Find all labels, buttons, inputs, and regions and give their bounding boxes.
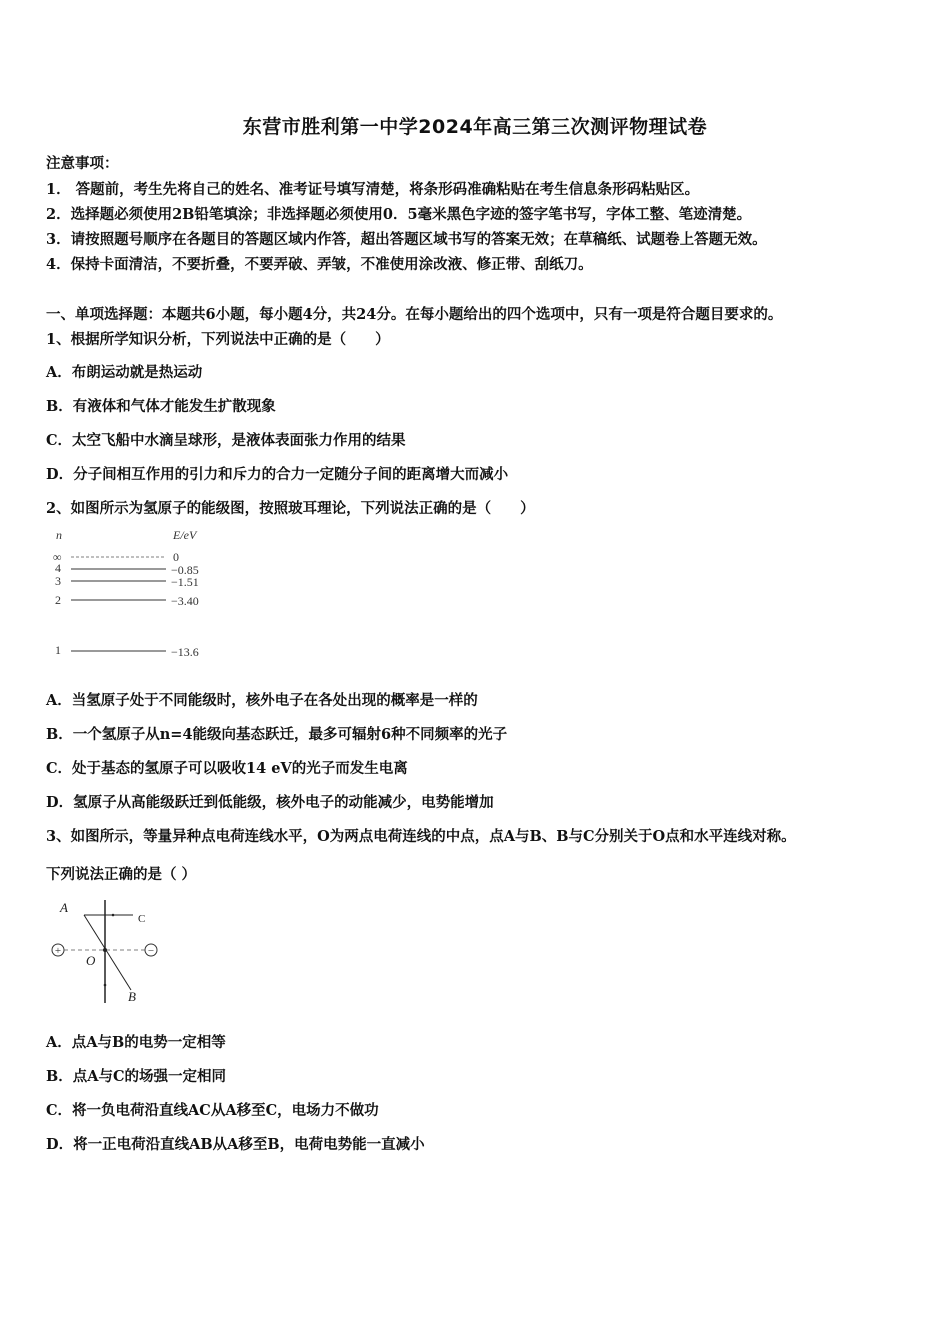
level-e-1: −13.6: [171, 645, 199, 659]
notice-item: 4．保持卡面清洁，不要折叠，不要弄破、弄皱，不准使用涂改液、修正带、刮纸刀。: [46, 256, 593, 273]
positive-charge-sign: +: [54, 945, 62, 957]
option-b: B．有液体和气体才能发生扩散现象: [46, 398, 276, 415]
question-stem: 下列说法正确的是（ ）: [46, 866, 197, 883]
charge-diagram: [46, 895, 176, 1010]
level-e-4: −0.85: [171, 563, 199, 577]
option-c: C．将一负电荷沿直线AC从A移至C，电场力不做功: [46, 1102, 379, 1119]
energy-level-diagram: [46, 524, 226, 664]
option-b: B．点A与C的场强一定相同: [46, 1068, 227, 1085]
point-upper: [112, 914, 115, 917]
label-a: A: [60, 900, 68, 915]
diagram-e-header: E/eV: [173, 528, 197, 542]
notice-item: 3．请按照题号顺序在各题目的答题区域内作答，超出答题区域书写的答案无效；在草稿纸、试题卷上答题无效。: [46, 231, 767, 248]
option-a: A．点A与B的电势一定相等: [46, 1034, 226, 1051]
level-e-3: −1.51: [171, 575, 199, 589]
page-title: 东营市胜利第一中学2024年高三第三次测评物理试卷: [242, 116, 708, 138]
option-d: D．分子间相互作用的引力和斥力的合力一定随分子间的距离增大而减小: [46, 466, 509, 483]
option-b: B．一个氢原子从n=4能级向基态跃迁，最多可辐射6种不同频率的光子: [46, 726, 508, 743]
level-e-2: −3.40: [171, 594, 199, 608]
option-a: A．当氢原子处于不同能级时，核外电子在各处出现的概率是一样的: [46, 692, 478, 709]
level-n-inf: ∞: [53, 550, 62, 564]
notice-heading: 注意事项：: [46, 155, 119, 172]
option-d: D．氢原子从高能级跃迁到低能级，核外电子的动能减少，电势能增加: [46, 794, 494, 811]
question-stem: 3、如图所示，等量异种点电荷连线水平，O为两点电荷连线的中点，点A与B、B与C分别关于O点和水平连线对称。: [46, 828, 796, 845]
level-n-1: 1: [55, 643, 61, 657]
option-c: C．太空飞船中水滴呈球形，是液体表面张力作用的结果: [46, 432, 406, 449]
diagram-n-header: n: [56, 528, 62, 542]
point-o: [103, 948, 107, 952]
negative-charge-sign: −: [147, 945, 155, 957]
label-o: O: [86, 953, 96, 968]
label-b: B: [128, 989, 136, 1004]
level-n-4: 4: [55, 561, 61, 575]
option-d: D．将一正电荷沿直线AB从A移至B，电荷电势能一直减小: [46, 1136, 425, 1153]
level-e-inf: 0: [173, 550, 179, 564]
section-heading: 一、单项选择题：本题共6小题，每小题4分，共24分。在每小题给出的四个选项中，只有一项是符合题目要求的。: [46, 306, 783, 323]
level-n-2: 2: [55, 593, 61, 607]
notice-item: 1． 答题前，考生先将自己的姓名、准考证号填写清楚，将条形码准确粘贴在考生信息条形码粘贴区。: [46, 181, 700, 198]
question-stem: 1、根据所学知识分析，下列说法中正确的是（ ）: [46, 331, 390, 348]
question-stem: 2、如图所示为氢原子的能级图，按照玻耳理论，下列说法正确的是（ ）: [46, 500, 535, 517]
option-a: A．布朗运动就是热运动: [46, 364, 203, 381]
option-c: C．处于基态的氢原子可以吸收14 eV的光子而发生电离: [46, 760, 408, 777]
point-lower: [104, 984, 107, 987]
level-n-3: 3: [55, 574, 61, 588]
notice-item: 2．选择题必须使用2B铅笔填涂；非选择题必须使用0．5毫米黑色字迹的签字笔书写，字体工整、笔迹清楚。: [46, 206, 752, 223]
label-c: C: [138, 913, 146, 925]
